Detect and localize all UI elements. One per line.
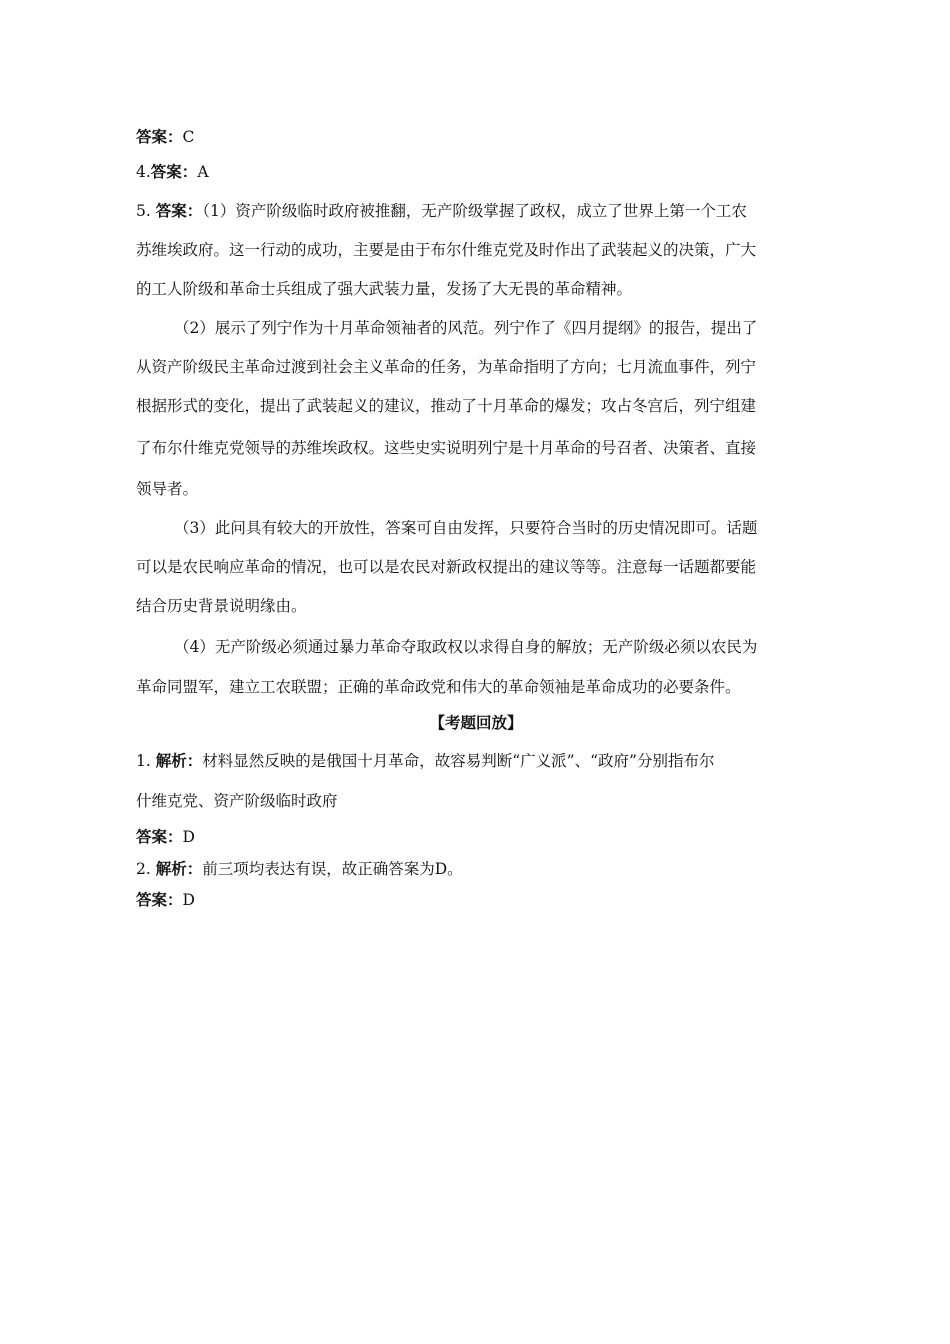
answer-3 [136,127,816,147]
paragraph-2-line-4: 了布尔什维克党领导的苏维埃政权。这些史实说明列宁是十月革命的号召者、决策者、直接 [136,439,757,457]
review-q1-answer [136,827,816,847]
paragraph-3-line-1: （3）此问具有较大的开放性，答案可自由发挥，只要符合当时的历史情况即可。话题 [174,519,758,537]
paragraph-4-line-2: 革命同盟军，建立工农联盟；正确的革命政党和伟大的革命领袖是革命成功的必要条件。 [136,678,741,696]
analysis-label: 解析： [155,859,203,878]
answer-label: 答案： [155,201,203,220]
section-heading: 【考题回放】 [429,713,523,732]
review-q1-line-1 [136,751,816,771]
question-number: 1. [136,752,151,770]
question-number: 5. [136,202,151,220]
answer-label: 答案： [136,827,183,846]
paragraph-3-line-3: 结合历史背景说明缘由。 [136,597,307,615]
paragraph-2-line-3: 根据形式的变化，提出了武装起义的建议，推动了十月革命的爆发；攻占冬宫后，列宁组建 [136,397,757,415]
answer-label: 答案： [136,127,183,146]
q5-line-1 [136,201,816,221]
review-q2-answer [136,890,816,910]
analysis-label: 解析： [155,751,203,770]
answer-label: 答案： [136,890,183,909]
answer-value: A [197,163,209,181]
answer-value: D [182,828,195,846]
review-q1-line-2: 什维克党、资产阶级临时政府 [136,792,338,810]
question-number: 2. [136,860,151,878]
answer-value: D [182,891,195,909]
answer-value: C [182,128,195,146]
answer-4 [136,162,816,182]
analysis-text: 前三项均表达有误，故正确答案为D。 [202,860,463,878]
paragraph-1-line-1: （1）资产阶级临时政府被推翻，无产阶级掌握了政权，成立了世界上第一个工农 [202,202,747,220]
paragraph-2-line-1: （2）展示了列宁作为十月革命领袖者的风范。列宁作了《四月提纲》的报告，提出了 [174,319,758,337]
question-number: 4. [136,163,151,181]
paragraph-1-line-2: 苏维埃政府。这一行动的成功，主要是由于布尔什维克党及时作出了武装起义的决策，广大 [136,241,757,259]
paragraph-1-line-3: 的工人阶级和革命士兵组成了强大武装力量，发扬了大无畏的革命精神。 [136,280,633,298]
answer-label: 答案： [150,162,198,181]
paragraph-2-line-2: 从资产阶级民主革命过渡到社会主义革命的任务，为革命指明了方向；七月流血事件，列宁 [136,358,757,376]
analysis-text: 材料显然反映的是俄国十月革命，故容易判断“广义派”、“政府”分别指布尔 [202,752,715,770]
review-q2-line-1 [136,859,816,879]
paragraph-4-line-1: （4）无产阶级必须通过暴力革命夺取政权以求得自身的解放；无产阶级必须以农民为 [174,638,758,656]
paragraph-2-line-5: 领导者。 [136,480,199,498]
paragraph-3-line-2: 可以是农民响应革命的情况，也可以是农民对新政权提出的建议等等。注意每一话题都要能 [136,558,757,576]
